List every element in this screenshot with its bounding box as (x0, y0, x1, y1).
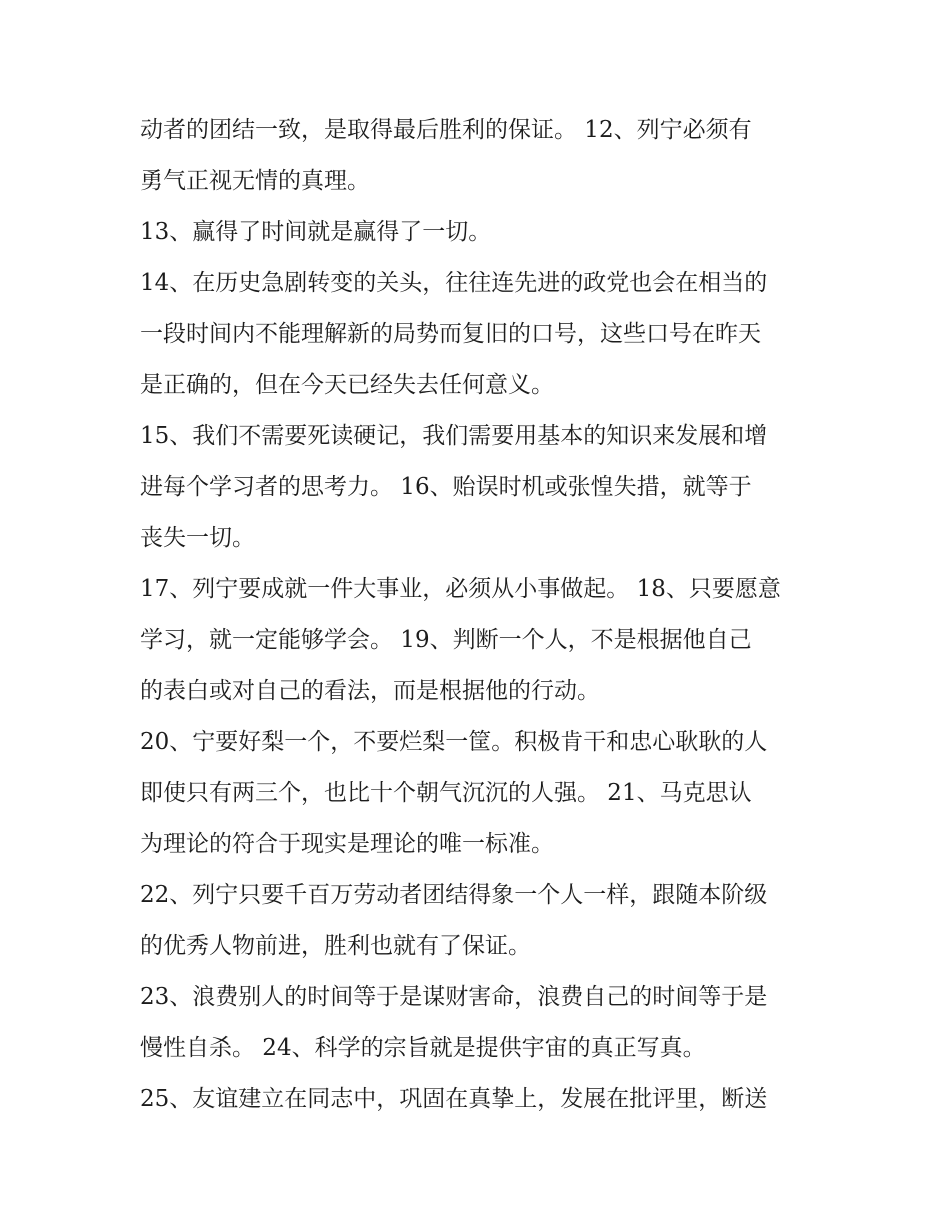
text-line: 慢性自杀。 24、科学的宗旨就是提供宇宙的真正写真。 (140, 1035, 706, 1061)
text-line: 丧失一切。 (140, 525, 255, 551)
text-line: 勇气正视无情的真理。 (140, 168, 370, 194)
text-line: 进每个学习者的思考力。 16、贻误时机或张惶失措，就等于 (140, 474, 752, 500)
text-line: 20、宁要好梨一个，不要烂梨一筐。积极肯干和忠心耿耿的人 (140, 729, 768, 755)
text-line: 即使只有两三个，也比十个朝气沉沉的人强。 21、马克思认 (140, 780, 752, 806)
text-line: 动者的团结一致，是取得最后胜利的保证。 12、列宁必须有 (140, 117, 752, 143)
text-line: 13、赢得了时间就是赢得了一切。 (140, 219, 492, 245)
text-line: 22、列宁只要千百万劳动者团结得象一个人一样，跟随本阶级 (140, 882, 768, 908)
text-line: 的优秀人物前进，胜利也就有了保证。 (140, 933, 531, 959)
document-body (140, 105, 830, 1125)
text-line: 的表白或对自己的看法，而是根据他的行动。 (140, 678, 600, 704)
text-line: 15、我们不需要死读硬记，我们需要用基本的知识来发展和增 (140, 423, 768, 449)
text-line: 17、列宁要成就一件大事业，必须从小事做起。 18、只要愿意 (140, 576, 781, 602)
text-line: 14、在历史急剧转变的关头，往往连先进的政党也会在相当的 (140, 270, 768, 296)
text-line: 学习，就一定能够学会。 19、判断一个人，不是根据他自己 (140, 627, 752, 653)
text-line: 25、友谊建立在同志中，巩固在真挚上，发展在批评里，断送 (140, 1086, 768, 1112)
text-line: 是正确的，但在今天已经失去任何意义。 (140, 372, 554, 398)
text-line: 一段时间内不能理解新的局势而复旧的口号，这些口号在昨天 (140, 321, 761, 347)
text-line: 23、浪费别人的时间等于是谋财害命，浪费自己的时间等于是 (140, 984, 768, 1010)
text-line: 为理论的符合于现实是理论的唯一标准。 (140, 831, 554, 857)
